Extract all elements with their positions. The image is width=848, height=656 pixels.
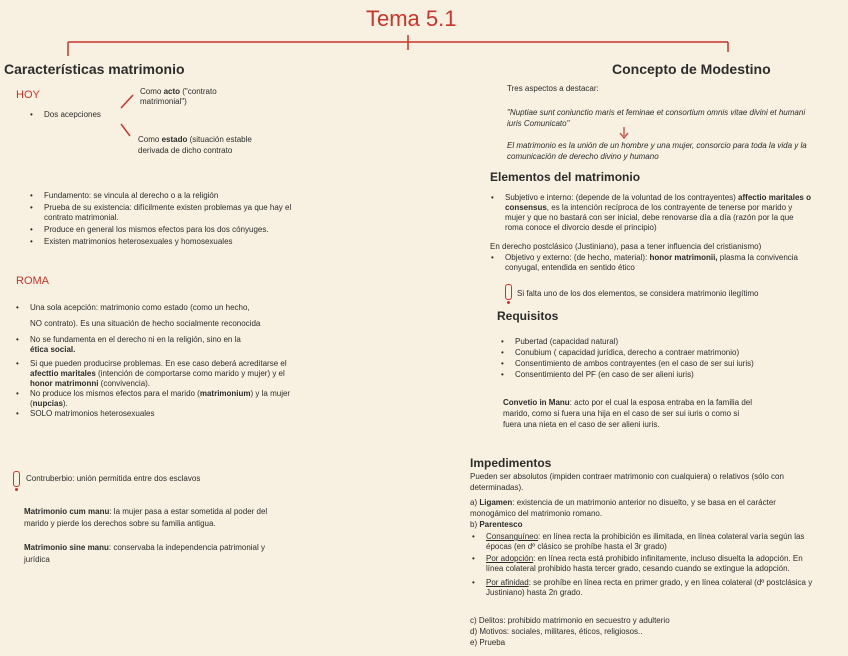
requisito-item: • Consentimiento del PF (en caso de ser alieni iuris) [501, 370, 821, 380]
requisitos-heading: Requisitos [497, 309, 559, 323]
sine-manu: Matrimonio sine manu: conservaba la independencia patrimonial y jurídica [24, 543, 266, 564]
contubernio-note: Contruberbio: unión permitida entre dos esclavos [26, 474, 201, 483]
requisitos-list [501, 337, 821, 381]
intro: Tres aspectos a destacar: [507, 84, 599, 93]
right-heading: Concepto de Modestino [612, 61, 771, 77]
impedimento-ligamen: a) Ligamen: existencia de un matrimonio anterior no disuelto, y se basa en el carácter monogámico del matrimonio romano. [470, 498, 776, 518]
parentesco-afinidad: • Por afinidad: se prohíbe en línea recta en primer grado, y en línea colateral (dº postclásica y Justiniano) hasta 2n grado. [472, 578, 817, 598]
roma-bullet-5: • SOLO matrimonios heterosexuales [16, 409, 301, 419]
roma-bullet-3: • Si que pueden producirse problemas. En ese caso deberá acreditarse el afecttio maritales (intención de comportarse como marido y mujer) y el honor matrimonni (convivencia). [16, 359, 301, 389]
roma-bullets [16, 303, 301, 423]
parentesco-consanguineo: • Consanguíneo: en línea recta la prohibición es ilimitada, en línea colateral varía según las épocas (en dº clásico se prohíbe hasta el 3r grado) [472, 532, 817, 552]
exclamation-icon [13, 471, 20, 487]
roma-bullet-4: • No produce los mismos efectos para el marido (matrimonium) y la mujer (nupcias). [16, 389, 301, 409]
dos-acepciones-item: • Dos acepciones [30, 110, 140, 120]
parentesco-adopcion: • Por adopción: en línea recta está prohibido infinitamente, incluso disuelta la adopción. En línea colateral prohibido hasta tercer grado, cesando cuando se extingue la adopción. [472, 554, 817, 574]
requisito-item: • Conubium ( capacidad jurídica, derecho a contraer matrimonio) [501, 348, 821, 358]
hoy-bullets [30, 191, 300, 249]
cum-manu: Matrimonio cum manu: la mujer pasa a estar sometida al poder del marido y pierde los derechos sobre su familia antigua. [24, 507, 268, 528]
elementos-bullets-2 [491, 253, 811, 275]
impedimentos-intro: Pueden ser absolutos (impiden contraer matrimonio con cualquiera) o relativos (sólo con determinadas). [470, 472, 784, 492]
requisito-item: • Consentimiento de ambos contrayentes (en el caso de ser sui iuris) [501, 359, 821, 369]
page-title: Tema 5.1 [366, 6, 457, 31]
requisito-item: • Pubertad (capacidad natural) [501, 337, 821, 347]
parentesco-list [472, 532, 817, 600]
roma-bullet-1: • Una sola acepción: matrimonio como estado (como un hecho, NO contrato). Es una situación de hecho socialmente reconocida [16, 303, 301, 329]
impedimento-motivos: d) Motivos: sociales, militares, éticos, religiosos.. [470, 627, 643, 636]
elementos-heading: Elementos del matrimonio [490, 170, 641, 184]
impedimentos-heading: Impedimentos [470, 456, 552, 470]
elemento-objetivo: • Objetivo y externo: (de hecho, material): honor matrimonii, plasma la convivencia conyugal, entendida en sentido ético [491, 253, 811, 273]
translation: El matrimonio es la unión de un hombre y una mujer, consorcio para toda la vida y la comunicación de derecho divino y humano [507, 141, 807, 161]
acepcion-acto: Como acto ("contrato matrimonial") [140, 87, 217, 106]
impedimento-prueba: e) Prueba [470, 638, 506, 647]
elementos-bullets [491, 193, 811, 235]
hoy-bullet: • Produce en general los mismos efectos para los dos cónyuges. [30, 225, 300, 235]
dos-acepciones [30, 110, 140, 122]
hoy-label: HOY [16, 89, 40, 101]
conventio-in-manu: Convetio in Manu: acto por el cual la esposa entraba en la familia del marido, como si fuera una hija en el caso de ser sui iuris o como si fuera una nieta en el caso de ser alieni iuris. [503, 398, 753, 429]
impedimento-delitos: c) Delitos: prohibido matrimonio en secuestro y adulterio [470, 616, 670, 625]
left-heading: Características matrimonio [4, 61, 185, 77]
latin-quote: "Nuptiae sunt coniunctio maris et feminae et consortium omnis vitae divini et humani iuris Comunicato" [507, 108, 806, 128]
roma-bullet-2: • No se fundamenta en el derecho ni en la religión, sino en la ética social. [16, 335, 301, 355]
hoy-bullet: • Prueba de su existencia: difícilmente existen problemas ya que hay el contrato matrimonial. [30, 203, 300, 223]
elemento-subjetivo: • Subjetivo e interno: (depende de la voluntad de los contrayentes) affectio maritales o consensus, es la intención recíproca de los contrayente de tenerse por marido y mujer y que no bastará con ser inicial, debe renovarse día a día (razón por la que roma conoce el divorcio desde el principio) [491, 193, 811, 233]
hoy-bullet: • Fundamento: se vincula al derecho o a la religión [30, 191, 300, 201]
postclasico-note: En derecho postclásico (Justiniano), pasa a tener influencia del cristianismo) [490, 242, 762, 251]
acepcion-estado: Como estado (situación estable derivada de dicho contrato [138, 135, 252, 155]
exclamation-icon [505, 284, 512, 300]
falta-note: Si falta uno de los dos elementos, se considera matrimonio ilegítimo [517, 289, 759, 298]
impedimento-parentesco: b) Parentesco [470, 520, 523, 529]
hoy-bullet: • Existen matrimonios heterosexuales y homosexuales [30, 237, 300, 247]
roma-label: ROMA [16, 275, 49, 287]
